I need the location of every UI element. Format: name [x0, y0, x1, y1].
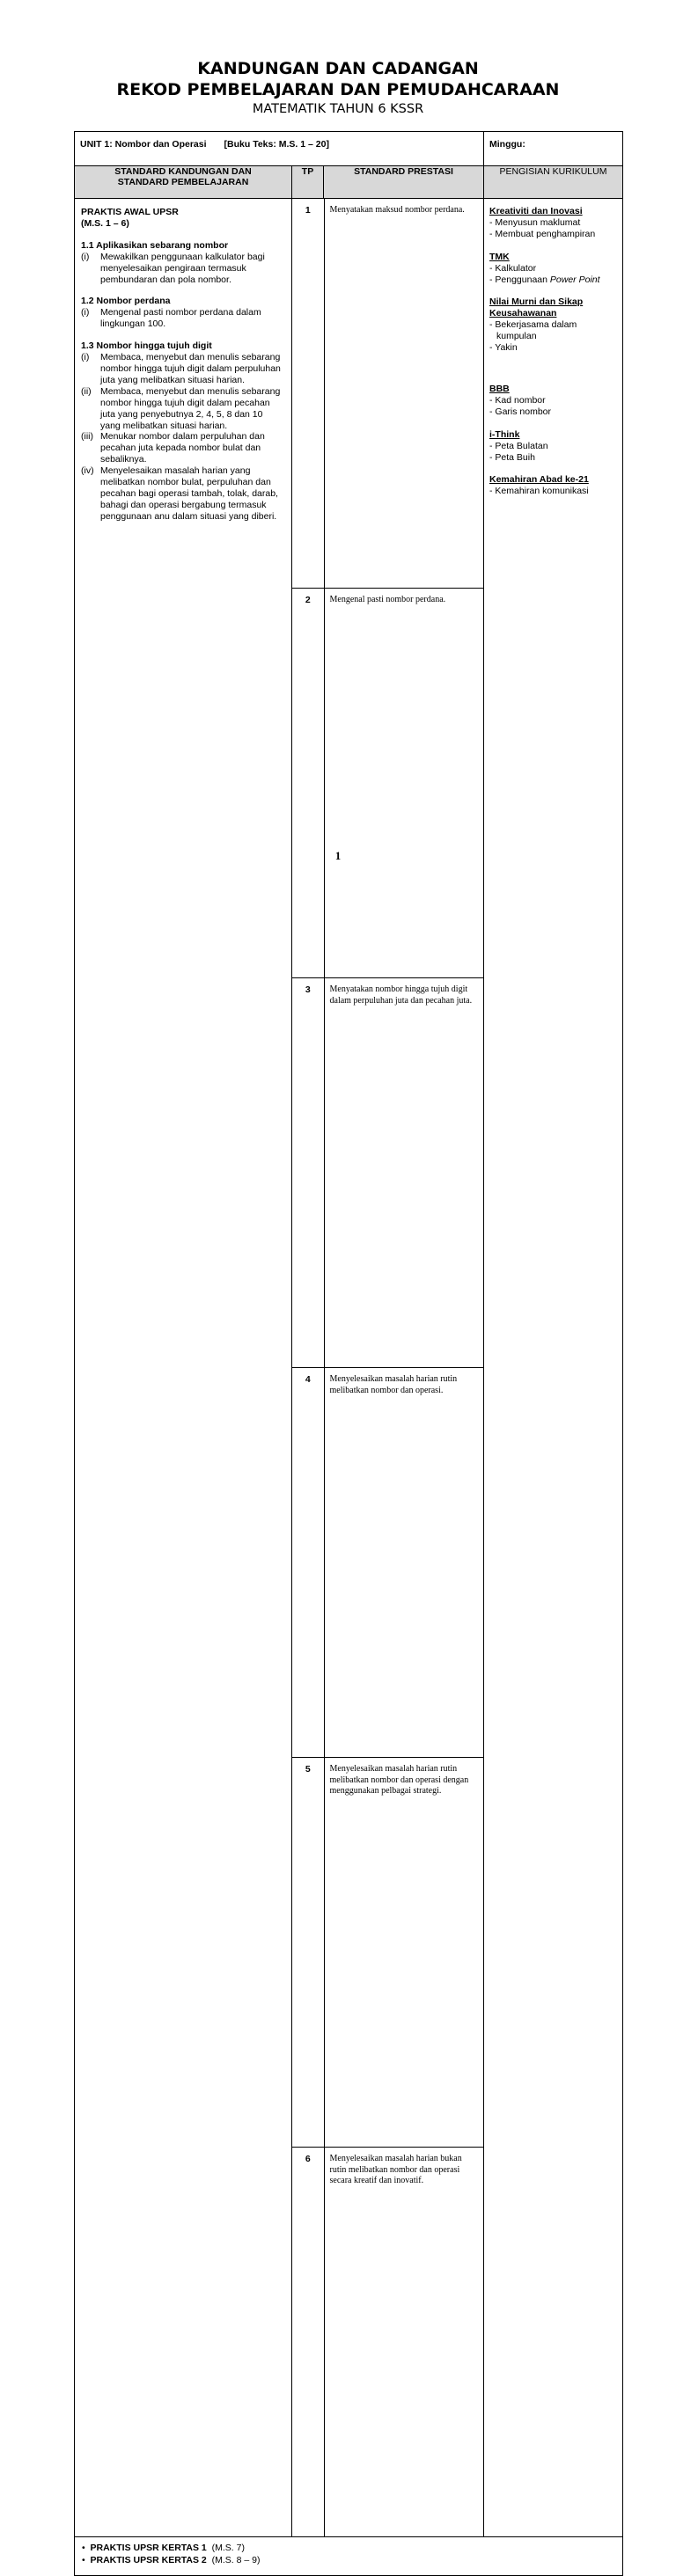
pk-group-abad21: [489, 474, 617, 497]
subtitle: MATEMATIK TAHUN 6 KSSR: [252, 102, 424, 116]
standard-kandungan-cell: [75, 199, 292, 2537]
prestasi-cell: [292, 199, 484, 2537]
table-row: [292, 2148, 483, 2537]
pk-line: - Bekerjasama dalam: [489, 319, 577, 331]
item-text: Mewakilkan penggunaan kalkulator bagi menyelesaikan pengiraan termasuk pembundaran dan pola nombor.: [100, 251, 265, 285]
item-number: (i): [81, 307, 90, 318]
title-line-2: REKOD PEMBELAJARAN DAN PEMUDAHCARAAN: [116, 80, 560, 99]
tp-level: 2: [292, 589, 324, 978]
pk-heading: BBB: [489, 383, 510, 394]
sk-heading-1-3: 1.3 Nombor hingga tujuh digit: [81, 340, 212, 352]
item-text: Membaca, menyebut dan menulis sebarang nombor hingga tujuh digit dalam perpuluhan juta yang melibatkan situasi harian.: [100, 352, 281, 385]
prestasi-text: Menyelesaikan masalah harian bukan rutin melibatkan nombor dan operasi secara kreatif dan inovatif.: [329, 2154, 462, 2185]
list-item: • PRAKTIS UPSR KERTAS 2 (M.S. 8 – 9): [82, 2555, 261, 2565]
table-row: [292, 589, 483, 978]
title-line-1: KANDUNGAN DAN CADANGAN: [197, 59, 479, 78]
pk-line-prefix: - Penggunaan: [489, 274, 550, 285]
list-item: [81, 307, 285, 330]
unit-label: UNIT 1: Nombor dan Operasi: [80, 139, 207, 150]
pk-heading: TMK: [489, 251, 510, 262]
pk-line: - Peta Buih: [489, 451, 535, 463]
pk-heading: Kemahiran Abad ke-21: [489, 474, 589, 486]
document-header: [0, 58, 676, 117]
tp-level: 3: [292, 978, 324, 1368]
pk-group-kreativiti: [489, 206, 617, 240]
pk-group-tmk: [489, 252, 617, 286]
header-standard-prestasi: STANDARD PRESTASI: [324, 166, 484, 199]
item-text: Menyelesaikan masalah harian yang melibatkan nombor bulat, perpuluhan dan pecahan bagi operasi tambah, tolak, darab, bahagi dan operasi bergabung termasuk penggunaan anu dalam situasi yang diberi.: [100, 465, 278, 522]
item-number: (ii): [81, 385, 92, 397]
pk-line-italic: Power Point: [549, 274, 600, 285]
header-sk-line2: STANDARD PEMBELAJARAN: [117, 177, 249, 187]
kertas-1-pages: (M.S. 7): [211, 2543, 245, 2553]
header-tp: TP: [292, 166, 324, 199]
rpc-table: [74, 131, 623, 2576]
sk-heading-1-2: 1.2 Nombor perdana: [81, 296, 171, 307]
pk-line: - Kad nombor: [489, 394, 546, 406]
sk-heading-1-1: 1.1 Aplikasikan sebarang nombor: [81, 239, 229, 251]
list-item: [81, 465, 285, 523]
prestasi-table: [292, 199, 483, 2536]
praktis-upsr-cell: [75, 2537, 623, 2576]
pk-group-bbb: [489, 384, 617, 418]
prestasi-text: Mengenal pasti nombor perdana.: [324, 589, 483, 978]
header-standard-kandungan: [75, 166, 292, 199]
pk-line: - Menyusun maklumat: [489, 216, 581, 228]
item-text: Menukar nombor dalam perpuluhan dan pecahan juta kepada nombor bulat dan sebaliknya.: [100, 431, 265, 465]
list-item: [81, 352, 285, 386]
pk-line: kumpulan: [496, 331, 537, 342]
list-item: • PRAKTIS UPSR KERTAS 1 (M.S. 7): [82, 2543, 245, 2553]
pk-group-nilai-murni: [489, 296, 617, 354]
table-row: [292, 1368, 483, 1758]
prestasi-text: Menyelesaikan masalah harian rutin melibatkan nombor dan operasi.: [324, 1368, 483, 1758]
footer-row: [75, 2537, 623, 2576]
item-number: (iv): [81, 465, 94, 477]
sk-title: PRAKTIS AWAL UPSR: [81, 207, 179, 217]
list-item: [81, 252, 285, 286]
table-row: [292, 1758, 483, 2148]
item-text: Mengenal pasti nombor perdana dalam lingkungan 100.: [100, 307, 261, 330]
minggu-cell: Minggu:: [484, 132, 623, 166]
unit-row: [75, 132, 623, 166]
pk-line: - Garis nombor: [489, 406, 552, 417]
tp-level: 1: [292, 199, 324, 589]
item-text: Membaca, menyebut dan menulis sebarang nombor hingga tujuh digit dalam pecahan juta yang penyebutnya 2, 4, 5, 8 dan 10 yang melibatkan situasi harian.: [100, 385, 281, 431]
prestasi-text: Menyatakan nombor hingga tujuh digit dalam perpuluhan juta dan pecahan juta.: [324, 978, 483, 1368]
kertas-2-label: PRAKTIS UPSR KERTAS 2: [90, 2555, 207, 2565]
pk-line: - Kalkulator: [489, 262, 537, 274]
pk-line: - Peta Bulatan: [489, 440, 548, 451]
pk-heading: Keusahawanan: [489, 308, 557, 319]
list-item: [81, 431, 285, 465]
column-header-row: [75, 166, 623, 199]
sk-page-ref: (M.S. 1 – 6): [81, 217, 129, 229]
pk-heading: i-Think: [489, 428, 520, 440]
table-row: [292, 978, 483, 1368]
unit-book-ref: [Buku Teks: M.S. 1 – 20]: [224, 139, 329, 150]
item-number: (i): [81, 352, 90, 363]
pk-line: - Kemahiran komunikasi: [489, 486, 589, 497]
tp-level: 5: [292, 1758, 324, 2148]
pk-heading: Nilai Murni dan Sikap: [489, 296, 584, 308]
prestasi-text: Menyelesaikan masalah harian rutin melibatkan nombor dan operasi dengan menggunakan pelbagai strategi.: [324, 1758, 483, 2148]
page-number: 1: [334, 849, 342, 862]
pk-group-ithink: [489, 429, 617, 464]
tp-level: 6: [292, 2148, 324, 2537]
pengisian-kurikulum-cell: [484, 199, 623, 2537]
item-number: (iii): [81, 431, 93, 443]
pk-line: - Membuat penghampiran: [489, 228, 596, 239]
tp-level: 4: [292, 1368, 324, 1758]
item-number: (i): [81, 251, 90, 262]
content-row: [75, 199, 623, 2537]
pk-line: [489, 274, 617, 286]
kertas-1-label: PRAKTIS UPSR KERTAS 1: [90, 2543, 207, 2553]
header-pengisian-kurikulum: PENGISIAN KURIKULUM: [484, 166, 623, 199]
list-item: [81, 386, 285, 432]
header-sk-line1: STANDARD KANDUNGAN DAN: [114, 166, 252, 177]
table-row: [292, 199, 483, 589]
pk-line: - Yakin: [489, 342, 518, 354]
unit-cell: [75, 132, 484, 166]
kertas-2-pages: (M.S. 8 – 9): [211, 2555, 261, 2565]
pk-heading: Kreativiti dan Inovasi: [489, 206, 583, 216]
prestasi-text: Menyatakan maksud nombor perdana.: [324, 199, 483, 589]
